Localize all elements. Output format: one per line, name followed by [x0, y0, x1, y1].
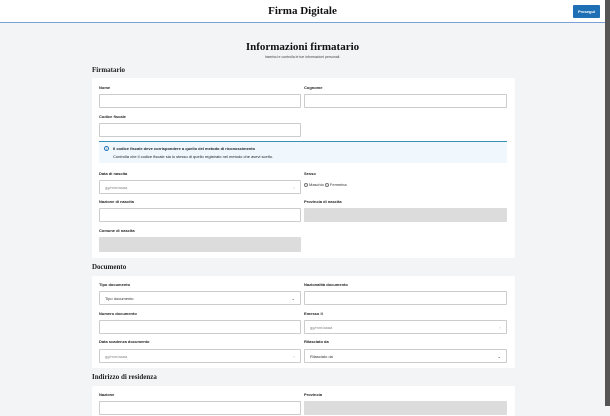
label-scadenza: Data scadenza documento — [99, 339, 150, 344]
nazione-input[interactable] — [99, 401, 301, 415]
label-comune-nascita: Comune di nascita — [99, 228, 135, 233]
numero-documento-input[interactable] — [99, 320, 301, 334]
select-value: Tipo documento — [105, 295, 134, 301]
label-maschio: Maschio — [309, 182, 324, 187]
section-title-firmatario: Firmatario — [92, 66, 126, 74]
date-placeholder: gg/mm/aaaa — [105, 353, 128, 359]
chevron-down-icon: ⌄ — [291, 295, 295, 301]
nazione-nascita-input[interactable] — [99, 208, 301, 222]
label-nazione-nascita: Nazione di nascita — [99, 199, 134, 204]
label-emesso: Emesso il — [304, 311, 323, 316]
label-cognome: Cognome — [304, 85, 323, 90]
comune-nascita-input — [99, 237, 301, 252]
info-box — [99, 141, 507, 163]
cognome-input[interactable] — [304, 94, 507, 108]
data-nascita-input[interactable] — [99, 180, 301, 194]
rilasciato-select[interactable] — [304, 349, 507, 363]
page-title: Informazioni firmatario — [245, 41, 360, 53]
date-placeholder: gg/mm/aaaa — [105, 184, 128, 190]
next-button[interactable]: Prosegui — [573, 5, 600, 18]
label-nazionalita: Nazionalità documento — [304, 282, 348, 287]
chevron-down-icon: ⌄ — [497, 353, 501, 359]
nome-input[interactable] — [99, 94, 301, 108]
label-nome: Nome — [99, 85, 111, 90]
page-subtitle: Inserisci e controlla le tue informazioni personali. — [264, 55, 341, 59]
label-tipo-documento: Tipo documento — [99, 282, 131, 287]
info-text: Controlla che il codice fiscale sia lo stesso di quello registrato nel metodo che avevi scelto. — [113, 154, 274, 159]
date-placeholder: gg/mm/aaaa — [310, 324, 333, 330]
app-title: Firma Digitale — [268, 5, 337, 17]
scadenza-input[interactable] — [99, 349, 301, 363]
label-data-nascita: Data di nascita — [99, 171, 128, 176]
section-title-residenza: Indirizzo di residenza — [92, 373, 157, 381]
label-codice-fiscale: Codice fiscale — [99, 114, 126, 119]
provincia-input — [304, 401, 507, 415]
label-femmina: Femmina — [329, 182, 347, 187]
codice-fiscale-input[interactable] — [99, 123, 301, 137]
info-icon: i — [104, 146, 109, 151]
tipo-documento-select[interactable] — [99, 291, 301, 305]
calendar-icon[interactable]: ▫ — [293, 184, 295, 190]
top-bar — [0, 0, 605, 23]
label-sesso: Sesso — [304, 171, 316, 176]
section-title-documento: Documento — [92, 263, 127, 271]
calendar-icon[interactable]: ▫ — [293, 353, 295, 359]
label-provincia: Provincia — [304, 392, 323, 397]
provincia-nascita-input — [304, 208, 507, 222]
label-numero-documento: Numero documento — [99, 311, 137, 316]
emesso-input[interactable] — [304, 320, 507, 334]
info-title: Il codice fiscale deve corrispondere a quello del metodo di riconoscimento — [113, 146, 256, 151]
scrollbar[interactable] — [605, 0, 610, 406]
select-value: Rilasciato da — [310, 353, 333, 359]
label-rilasciato: Rilasciato da — [304, 339, 329, 344]
sesso-radio-group — [304, 182, 347, 187]
radio-maschio[interactable] — [304, 183, 308, 187]
nazionalita-input[interactable] — [304, 291, 507, 305]
calendar-icon[interactable]: ▫ — [499, 324, 501, 330]
radio-femmina[interactable] — [325, 183, 329, 187]
label-nazione: Nazione — [99, 392, 115, 397]
label-provincia-nascita: Provincia di nascita — [304, 199, 342, 204]
